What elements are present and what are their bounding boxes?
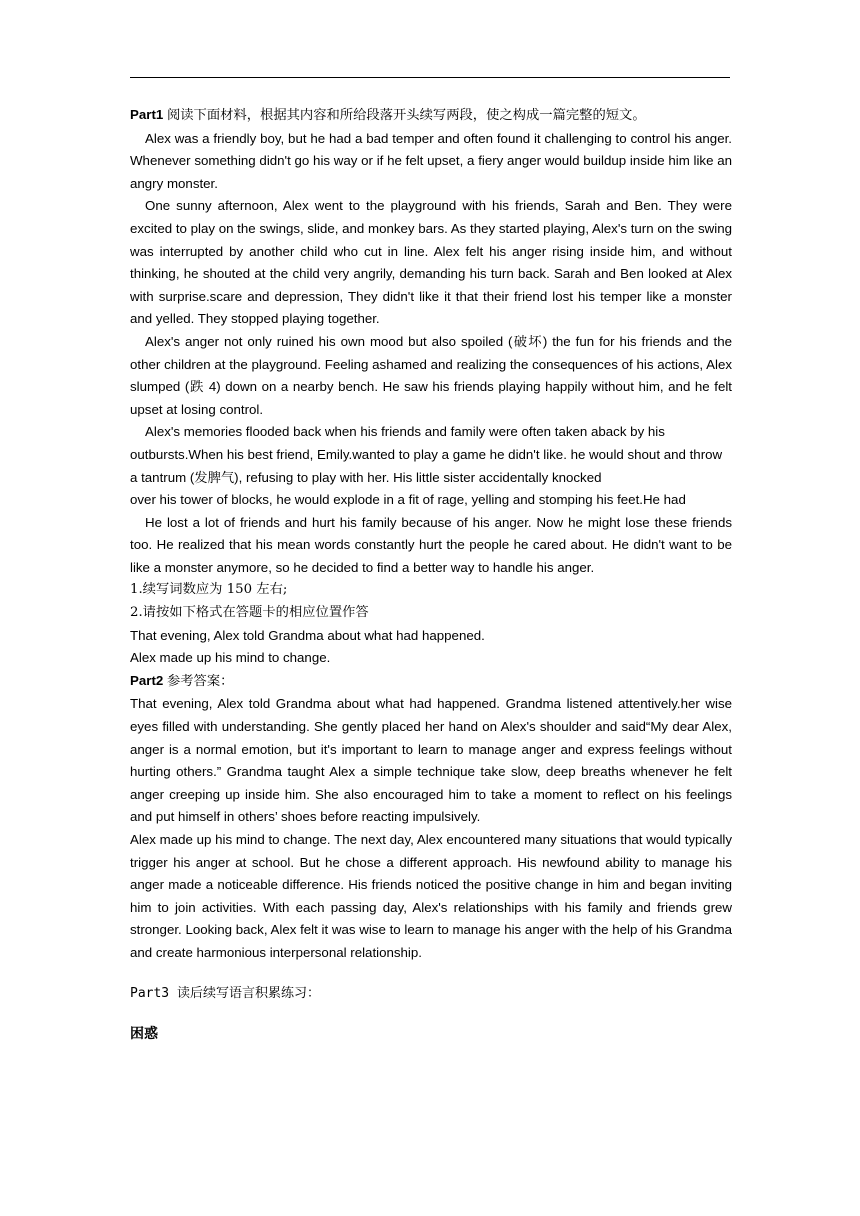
answer-paragraph-1: That evening, Alex told Grandma about what had happened. Grandma listened attentively.her wise eyes filled with understanding. She gently placed her hand on Alex's shoulder and said“My dear Alex, anger is a normal emotion, but it's important to learn to manage anger and express feelings without hurting others.” Grandma taught Alex a simple technique take slow, deep breaths whenever he felt anger creeping up inside him. She also encouraged him to take a moment to reflect on his feelings and put himself in others’ shoes before reacting impulsively.	[130, 696, 732, 825]
part1-instruction: 阅读下面材料，根据其内容和所给段落开头续写两段，使之构成一篇完整的短文。	[166, 108, 646, 123]
part1-heading	[130, 104, 732, 128]
document-body	[130, 104, 732, 1046]
continuation-opening-2: Alex made up his mind to change.	[130, 650, 331, 666]
story-paragraph-2: One sunny afternoon, Alex went to the playground with his friends, Sarah and Ben. They were excited to play on the swings, slide, and monkey bars. As they started playing, Alex's turn on the swing was interrupted by another child who cut in line. Alex felt his anger rising inside him, and without thinking, he shouted at the child very angrily, demanding his turn back. Sarah and Ben looked at Alex with surprise.scare and depression, They didn't like it that their friend lost his temper like a monster and yelled. They stopped playing together.	[130, 198, 732, 327]
part2-label: Part2	[130, 672, 164, 688]
story-paragraph-3: Alex's anger not only ruined his own mood but also spoiled (破坏) the fun for his friends and the other children at the playground. Feeling ashamed and realizing the consequences of his actions, Alex slumped (跌 4) down on a nearby bench. He saw his friends playing happily without him, and he felt upset at losing control.	[130, 333, 732, 417]
part2-heading	[130, 670, 732, 694]
story-paragraph-5: He lost a lot of friends and hurt his family because of his anger. Now he might lose these friends too. He realized that his mean words constantly hurt the people he cared about. He didn't want to be like a monster anymore, so he decided to find a better way to handle his anger.	[130, 514, 732, 575]
story-orphan-line: over his tower of blocks, he would explode in a fit of rage, yelling and stomping his feet.He had	[130, 492, 686, 508]
story-paragraph-1: Alex was a friendly boy, but he had a bad temper and often found it challenging to control his anger. Whenever something didn't go his way or if he felt upset, a fiery anger would buildup inside him like an angry monster.	[130, 130, 732, 191]
part1-label: Part1	[130, 107, 164, 122]
answer-paragraph-2: Alex made up his mind to change. The next day, Alex encountered many situations that would typically trigger his anger at school. But he chose a different approach. His newfound ability to manage his anger made a noticeable difference. His friends noticed the positive change in him and began inviting him to join activities. With each passing day, Alex's relationships with his family and friends grew stronger. Looking back, Alex felt it was wise to learn to manage his anger with the help of his Grandma and create harmonious interpersonal relationship.	[130, 832, 732, 960]
header-rule	[130, 77, 730, 78]
requirement-2: 2.请按如下格式在答题卡的相应位置作答	[130, 605, 369, 621]
continuation-opening-1: That evening, Alex told Grandma about what had happened.	[130, 627, 485, 643]
story-paragraph-4: Alex's memories flooded back when his friends and family were often taken aback by his outbursts.When his best friend, Emily.wanted to play a game he didn't like. he would shout and throw a tantrum (发脾气), refusing to play with her. His little sister accidentally knocked	[130, 424, 723, 485]
part3-heading: 困惑	[130, 1026, 158, 1043]
part2-title: 参考答案：	[166, 673, 234, 689]
part3-title: Part3 读后续写语言积累练习：	[130, 985, 320, 1001]
requirement-1: 1.续写词数应为 150 左右;	[130, 582, 288, 598]
